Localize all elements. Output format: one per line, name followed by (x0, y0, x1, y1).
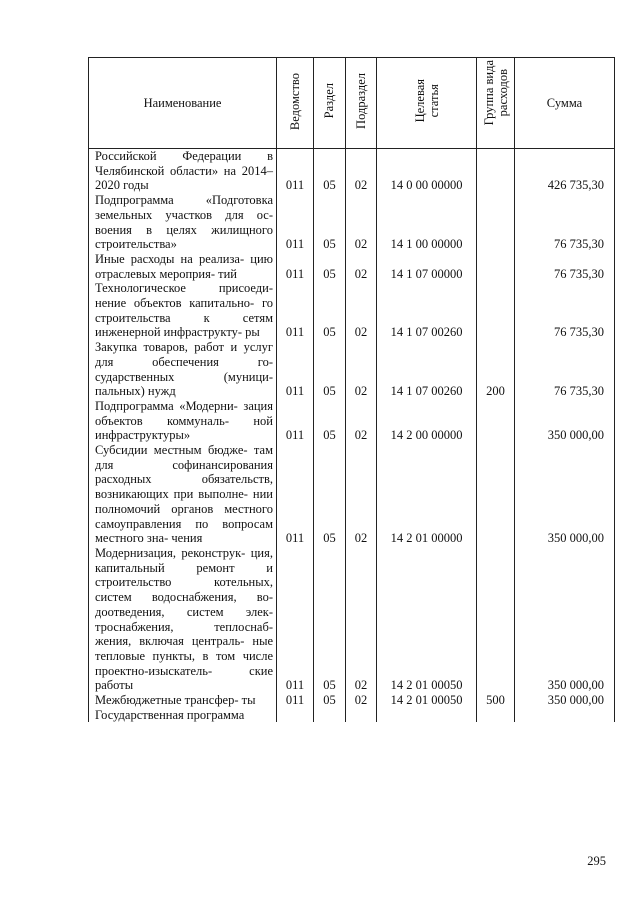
row-name (89, 193, 277, 252)
row-celevaya-statya: 14 1 07 00260 (377, 340, 477, 399)
row-razdel (314, 708, 346, 723)
table-row (89, 252, 615, 281)
row-razdel: 05 (314, 340, 346, 399)
table-row (89, 149, 615, 194)
name-line: ция, капитальный ремонт и (95, 545, 273, 575)
row-vedomstvo: 011 (277, 546, 314, 693)
row-podrazdel: 02 (346, 281, 377, 340)
name-line: местного самоуправления (95, 501, 273, 531)
name-line: 2014–2020 годы (95, 163, 273, 193)
row-gruppa (477, 546, 515, 693)
name-line: строительства» (95, 237, 177, 252)
row-vedomstvo: 011 (277, 340, 314, 399)
row-celevaya-statya: 14 2 01 00050 (377, 546, 477, 693)
row-vedomstvo: 011 (277, 252, 314, 281)
header-podrazdel: Подраздел (346, 58, 377, 149)
row-gruppa (477, 281, 515, 340)
name-line: пальных) нужд (95, 384, 176, 399)
row-name (89, 252, 277, 281)
table-row (89, 193, 615, 252)
row-summa: 76 735,30 (515, 340, 615, 399)
name-line: строительство котельных, (95, 575, 273, 590)
row-podrazdel: 02 (346, 693, 377, 708)
row-razdel: 05 (314, 546, 346, 693)
row-podrazdel: 02 (346, 443, 377, 546)
header-vedomstvo: Ведомство (277, 58, 314, 149)
row-summa: 426 735,30 (515, 149, 615, 194)
row-name (89, 693, 277, 708)
name-line: Закупка товаров, работ и (95, 340, 238, 355)
row-celevaya-statya: 14 1 07 00260 (377, 281, 477, 340)
name-line: ские работы (95, 663, 273, 693)
row-name (89, 149, 277, 194)
row-name (89, 708, 277, 723)
row-podrazdel: 02 (346, 193, 377, 252)
row-gruppa (477, 252, 515, 281)
table-row (89, 443, 615, 546)
row-celevaya-statya: 14 1 00 00000 (377, 193, 477, 252)
row-name (89, 340, 277, 399)
name-line: земельных участков для ос- (95, 207, 273, 222)
header-gruppa-vida-rashodov: Группа вида расходов (477, 58, 515, 149)
row-name (89, 281, 277, 340)
row-summa (515, 708, 615, 723)
row-vedomstvo: 011 (277, 693, 314, 708)
header-celevaya-statya: Целевая статья (377, 58, 477, 149)
name-line: Межбюджетные трансфер- (95, 693, 239, 708)
name-line: по вопросам местного зна- (95, 516, 273, 546)
name-line: нение объектов капитально- (95, 296, 255, 311)
row-podrazdel (346, 708, 377, 723)
name-line: Подпрограмма «Модерни- (95, 398, 238, 413)
table-header (89, 58, 615, 149)
name-line: тий (218, 266, 237, 281)
name-line: нии полномочий органов (95, 487, 273, 516)
row-razdel: 05 (314, 399, 346, 443)
name-line: воения в целях жилищного (95, 222, 273, 237)
table-row (89, 708, 615, 723)
row-celevaya-statya: 14 0 00 00000 (377, 149, 477, 194)
name-line: расходных обязательств, (95, 472, 273, 487)
name-line: чения (171, 531, 203, 546)
table-row (89, 693, 615, 708)
row-podrazdel: 02 (346, 252, 377, 281)
name-line: ты (241, 693, 256, 708)
row-razdel: 05 (314, 281, 346, 340)
row-summa: 76 735,30 (515, 193, 615, 252)
row-vedomstvo (277, 708, 314, 723)
name-line: троснабжения, теплоснаб- (95, 619, 273, 634)
name-line: Государственная программа (95, 707, 245, 722)
name-line: возникающих при выполне- (95, 487, 248, 502)
name-line: Технологическое присоеди- (95, 281, 273, 296)
budget-table (88, 57, 615, 722)
row-gruppa (477, 193, 515, 252)
name-line: Субсидии местным бюдже- (95, 443, 248, 458)
row-vedomstvo: 011 (277, 399, 314, 443)
page-number: 295 (587, 854, 606, 868)
row-vedomstvo: 011 (277, 281, 314, 340)
name-line: Иные расходы на реализа- (95, 251, 245, 266)
row-razdel: 05 (314, 193, 346, 252)
row-summa: 350 000,00 (515, 693, 615, 708)
name-line: жения, включая централь- (95, 634, 245, 649)
row-podrazdel: 02 (346, 546, 377, 693)
name-line: ры (245, 325, 260, 340)
row-podrazdel: 02 (346, 149, 377, 194)
name-line: ной инфраструктуры» (95, 413, 273, 443)
name-line: доотведения, систем элек- (95, 604, 273, 619)
row-podrazdel: 02 (346, 399, 377, 443)
header-summa: Сумма (515, 58, 615, 149)
name-line: Модернизация, реконструк- (95, 545, 246, 560)
row-gruppa: 500 (477, 693, 515, 708)
name-line: числе проектно-изыскатель- (95, 648, 273, 678)
name-line: го строительства к сетям (95, 296, 274, 325)
header-razdel: Раздел (314, 58, 346, 149)
table-body (89, 149, 615, 723)
row-summa: 350 000,00 (515, 443, 615, 546)
row-summa: 350 000,00 (515, 546, 615, 693)
name-line: цию отраслевых мероприя- (95, 251, 273, 281)
name-line: систем водоснабжения, во- (95, 590, 273, 605)
row-vedomstvo: 011 (277, 149, 314, 194)
row-gruppa (477, 443, 515, 546)
row-celevaya-statya: 14 1 07 00000 (377, 252, 477, 281)
name-line: там для софинансирования (95, 443, 273, 472)
table-row (89, 399, 615, 443)
header-name: Наименование (89, 58, 277, 149)
table-row (89, 546, 615, 693)
name-line: инженерной инфраструкту- (95, 325, 243, 340)
row-vedomstvo: 011 (277, 193, 314, 252)
row-razdel: 05 (314, 252, 346, 281)
name-line: зация объектов коммуналь- (95, 398, 273, 428)
row-name (89, 399, 277, 443)
row-celevaya-statya: 14 2 01 00050 (377, 693, 477, 708)
row-name (89, 546, 277, 693)
name-line: Подпрограмма «Подготовка (95, 193, 273, 208)
name-line: услуг для обеспечения го- (95, 340, 273, 369)
row-gruppa (477, 399, 515, 443)
row-summa: 350 000,00 (515, 399, 615, 443)
row-name (89, 443, 277, 546)
row-celevaya-statya: 14 2 01 00000 (377, 443, 477, 546)
row-celevaya-statya: 14 2 00 00000 (377, 399, 477, 443)
row-vedomstvo: 011 (277, 443, 314, 546)
name-line: Челябинской области» на (95, 163, 237, 178)
row-celevaya-statya (377, 708, 477, 723)
row-podrazdel: 02 (346, 340, 377, 399)
row-summa: 76 735,30 (515, 252, 615, 281)
table-row (89, 281, 615, 340)
row-razdel: 05 (314, 693, 346, 708)
row-gruppa (477, 708, 515, 723)
table-row (89, 340, 615, 399)
row-razdel: 05 (314, 149, 346, 194)
name-line: Российской Федерации в (95, 149, 273, 163)
row-razdel: 05 (314, 443, 346, 546)
name-line: ные тепловые пункты, в том (95, 634, 274, 663)
row-gruppa: 200 (477, 340, 515, 399)
row-summa: 76 735,30 (515, 281, 615, 340)
name-line: сударственных (муници- (95, 369, 273, 384)
row-gruppa (477, 149, 515, 194)
